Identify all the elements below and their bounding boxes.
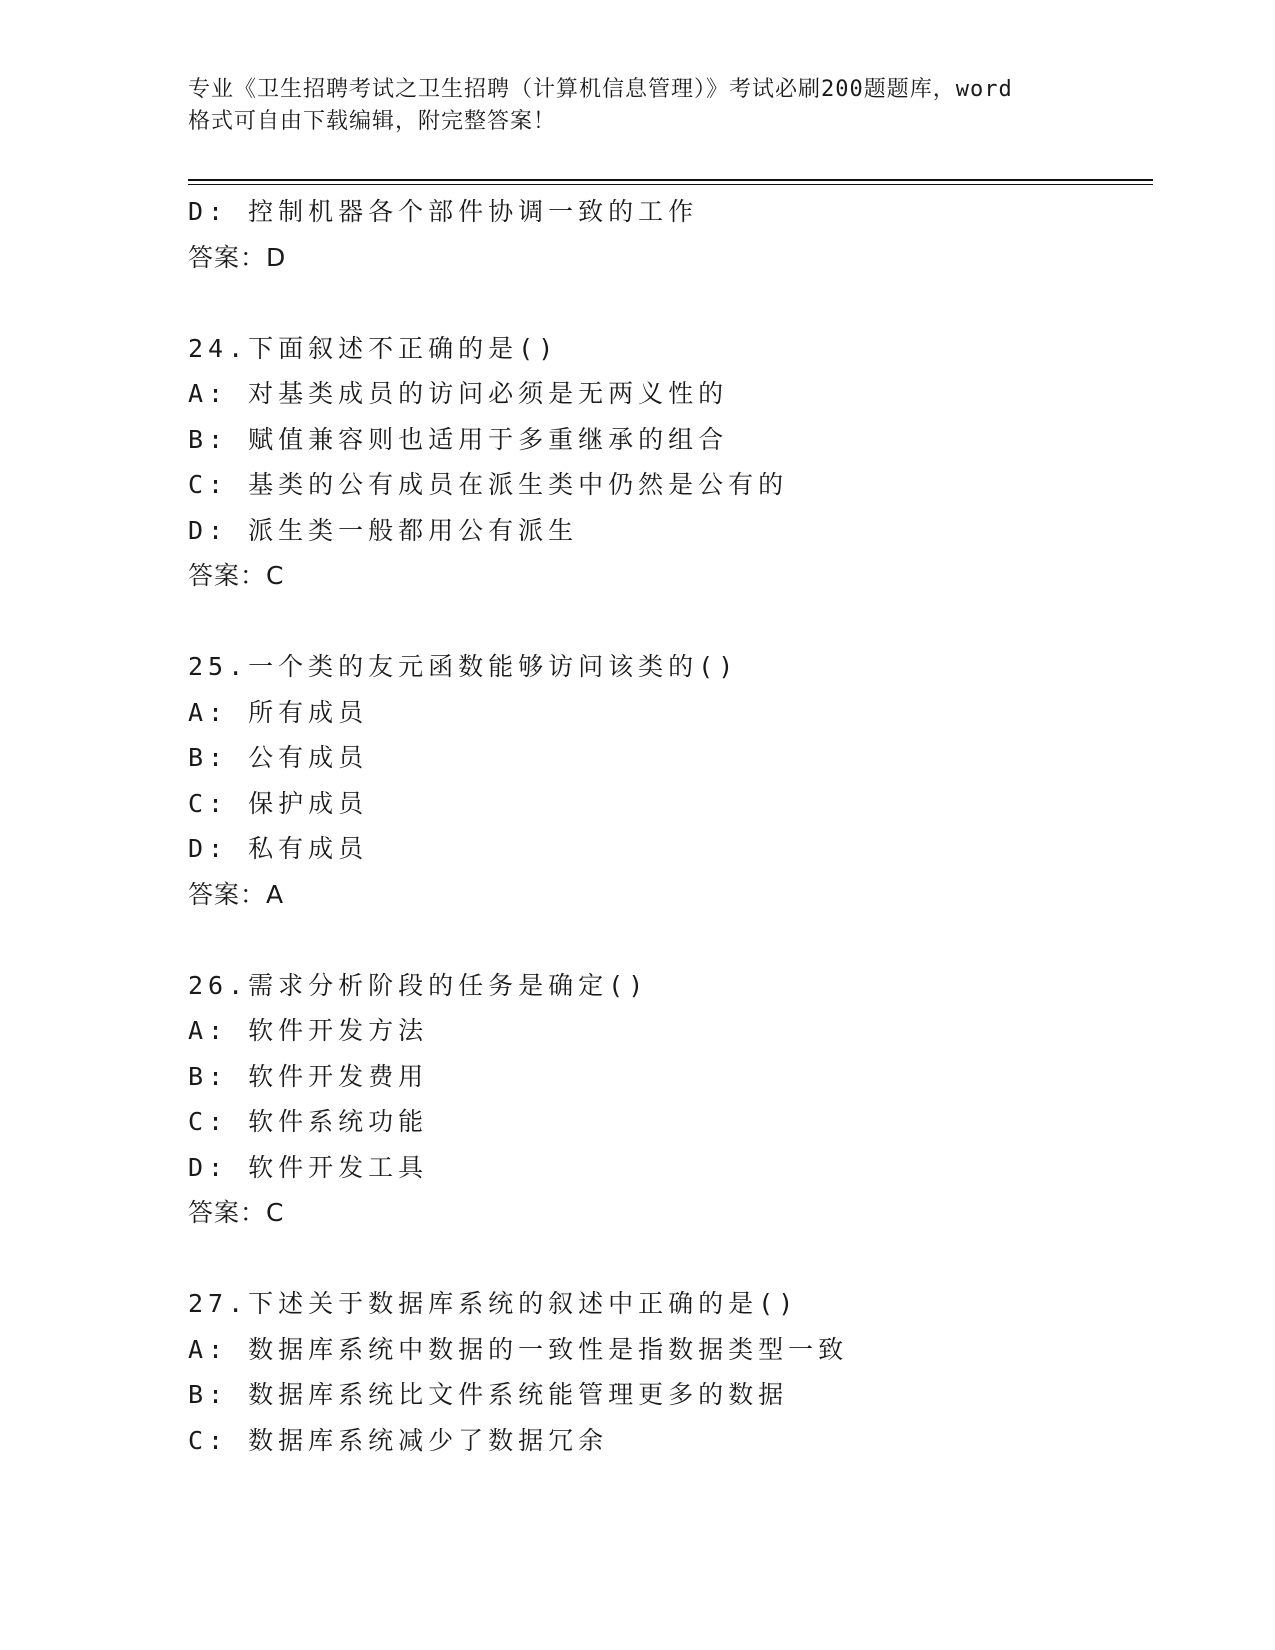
question-stem: 24.下面叙述不正确的是() [188, 333, 559, 363]
option-c: C: 保护成员 [188, 788, 369, 818]
spacer [188, 280, 1148, 326]
option-d: D: 私有成员 [188, 834, 369, 863]
option-b: B: 数据库系统比文件系统能管理更多的数据 [188, 1380, 789, 1409]
option-a: A: 所有成员 [188, 697, 369, 727]
answer-line: 答案：D [188, 242, 287, 272]
answer-line: 答案：A [188, 879, 285, 909]
header-divider-thick [188, 179, 1153, 181]
option-b: B: 赋值兼容则也适用于多重继承的组合 [188, 424, 729, 454]
question-stem: 27.下述关于数据库系统的叙述中正确的是() [188, 1289, 799, 1318]
option-d: D: 派生类一般都用公有派生 [188, 515, 579, 545]
option-a: A: 对基类成员的访问必须是无两义性的 [188, 379, 729, 408]
option-b: B: 公有成员 [188, 743, 369, 772]
header-title-line-1: 专业《卫生招聘考试之卫生招聘（计算机信息管理）》考试必刷200题题库，word [188, 77, 1013, 102]
spacer [188, 1236, 1148, 1282]
document-header [188, 74, 1088, 138]
option-c: C: 数据库系统减少了数据冗余 [188, 1425, 609, 1455]
question-list [188, 189, 1148, 1463]
header-divider-thin [188, 184, 1153, 185]
question-stem: 26.需求分析阶段的任务是确定() [188, 970, 649, 1000]
option-c: C: 软件系统功能 [188, 1107, 429, 1136]
answer-line: 答案：C [188, 1198, 285, 1227]
header-title-line-2: 格式可自由下载编辑，附完整答案！ [188, 109, 557, 134]
option-a: A: 软件开发方法 [188, 1016, 429, 1045]
spacer [188, 599, 1148, 645]
option-b: B: 软件开发费用 [188, 1061, 429, 1091]
option-c: C: 基类的公有成员在派生类中仍然是公有的 [188, 470, 789, 499]
answer-line: 答案：C [188, 561, 285, 590]
option-d: D: 软件开发工具 [188, 1152, 429, 1182]
option-d: D: 控制机器各个部件协调一致的工作 [188, 197, 699, 226]
option-a: A: 数据库系统中数据的一致性是指数据类型一致 [188, 1334, 849, 1364]
question-stem: 25.一个类的友元函数能够访问该类的() [188, 652, 739, 681]
spacer [188, 917, 1148, 963]
